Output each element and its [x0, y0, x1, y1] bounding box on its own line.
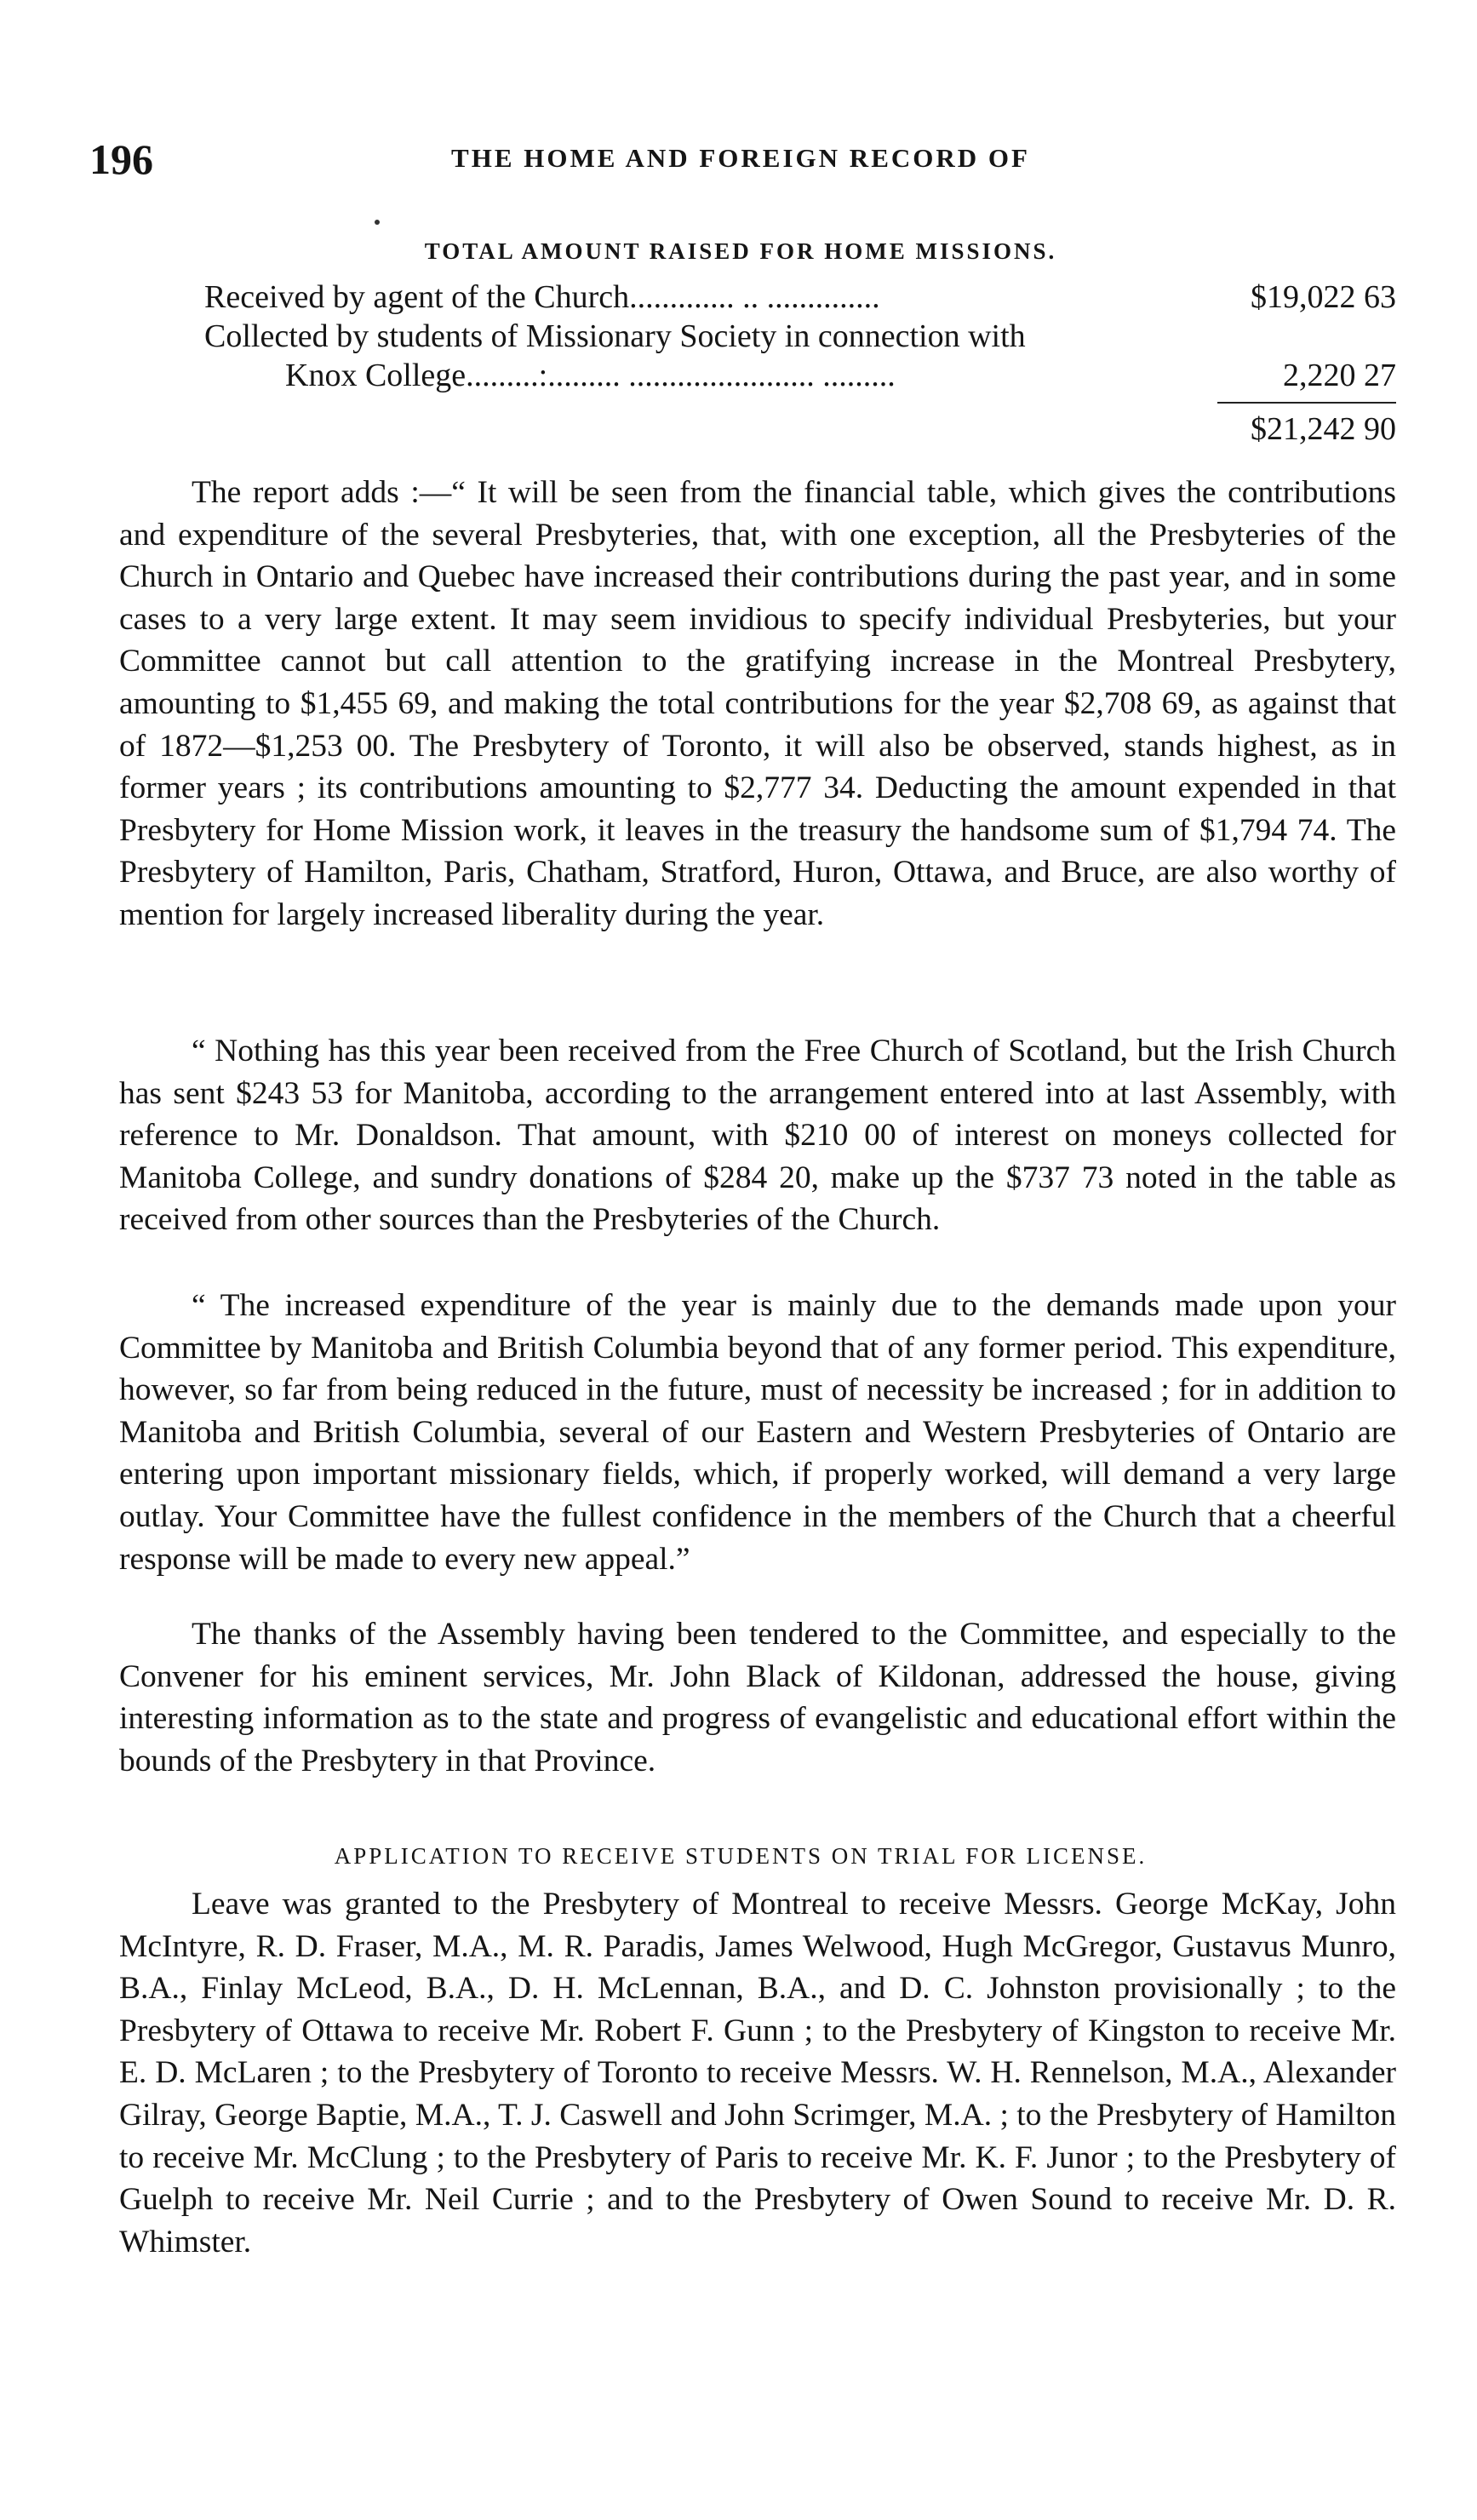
ledger-row-students — [204, 317, 1396, 356]
ink-dot — [375, 220, 380, 225]
paragraph-report: The report adds :—“ It will be seen from the financial table, which gives the contributions and expenditure of the several Presbyteries, that, with one exception, all the Presbyteries of the Church in Ontario and Quebec have increased their contributions during the past year, and in some cases to a very large extent. It may seem invidious to specify individual Presbyteries, but your Committee cannot but call attention to the gratifying increase in the Montreal Presbytery, amounting to $1,455 69, and making the total contributions for the year $2,708 69, as against that of 1872—$1,253 00. The Presbytery of Toronto, it will also be observed, stands highest, as in former years ; its contributions amounting to $2,777 34. Deducting the amount expended in that Presbytery for Home Mission work, it leaves in the treasury the handsome sum of $1,794 74. The Presbytery of Hamilton, Paris, Chatham, Stratford, Huron, Ottawa, and Bruce, are also worthy of mention for largely increased liberality during the year. — [119, 475, 1396, 932]
paragraph-expenditure: “ The increased expenditure of the year is mainly due to the demands made upon your Committee by Manitoba and British Columbia beyond that of any former period. This expenditure, however, so far from being reduced in the future, must of necessity be increased ; for in addition to Manitoba and British Columbia, several of our Eastern and Western Presbyteries of Ontario are entering upon important missionary fields, which, if properly worked, will demand a very large outlay. Your Committee have the fullest confidence in the members of the Church that a cheerful response will be made to every new appeal.” — [119, 1288, 1396, 1577]
ledger-amount: 2,220 27 — [1283, 358, 1396, 393]
ledger-label: Received by agent of the Church............. .. .............. — [204, 279, 880, 315]
paragraph-irish-church: “ Nothing has this year been received from the Free Church of Scotland, but the Irish Church has sent $243 53 for Manitoba, according to the arrangement entered into at last Assembly, with reference to Mr. Donaldson. That amount, with $210 00 of interest on moneys collected for Manitoba College, and sundry donations of $284 20, make up the $737 73 noted in the table as received from other sources than the Presbyteries of the Church. — [119, 1034, 1396, 1238]
license-heading: APPLICATION TO RECEIVE STUDENTS ON TRIAL FOR LICENSE. — [334, 1843, 1148, 1869]
page-header — [81, 135, 1400, 194]
paragraph-license: Leave was granted to the Presbytery of Montreal to receive Messrs. George McKay, John McIntyre, R. D. Fraser, M.A., M. R. Paradis, James Welwood, Hugh McGregor, Gustavus Munro, B.A., Finlay McLeod, B.A., D. H. McLennan, B.A., and D. C. Johnston provisionally ; to the Presbytery of Ottawa to receive Mr. Robert F. Gunn ; to the Presbytery of Kingston to receive Mr. E. D. McLaren ; to the Presbytery of Toronto to receive Messrs. W. H. Rennelson, M.A., Alexander Gilray, George Baptie, M.A., T. J. Caswell and John Scrimger, M.A. ; to the Presbytery of Hamilton to receive Mr. McClung ; to the Presbytery of Paris to receive Mr. K. F. Junor ; to the Presbytery of Guelph to receive Mr. Neil Currie ; and to the Presbytery of Owen Sound to receive Mr. D. R. Whimster. — [119, 1887, 1396, 2259]
ledger-amount: $19,022 63 — [1251, 279, 1396, 315]
ledger-label: Knox College.........:......... ....................... ......... — [285, 358, 896, 393]
ledger-row-church-agent — [204, 278, 1396, 317]
ledger-row-knox-college — [204, 356, 1396, 395]
totals-heading: TOTAL AMOUNT RAISED FOR HOME MISSIONS. — [424, 238, 1057, 264]
page-number: 196 — [89, 135, 153, 183]
ledger-total: $21,242 90 — [1251, 411, 1396, 447]
ledger-label: Collected by students of Missionary Society in connection with — [204, 318, 1026, 354]
paragraph-thanks: The thanks of the Assembly having been tendered to the Committee, and especially to the Convener for his eminent services, Mr. John Black of Kildonan, addressed the house, giving interesting information as to the state and progress of evangelistic and educational effort within the bounds of the Presbytery in that Province. — [119, 1617, 1396, 1778]
totals-table — [204, 278, 1396, 447]
running-title: THE HOME AND FOREIGN RECORD OF — [451, 143, 1030, 173]
sum-rule — [1217, 402, 1396, 404]
